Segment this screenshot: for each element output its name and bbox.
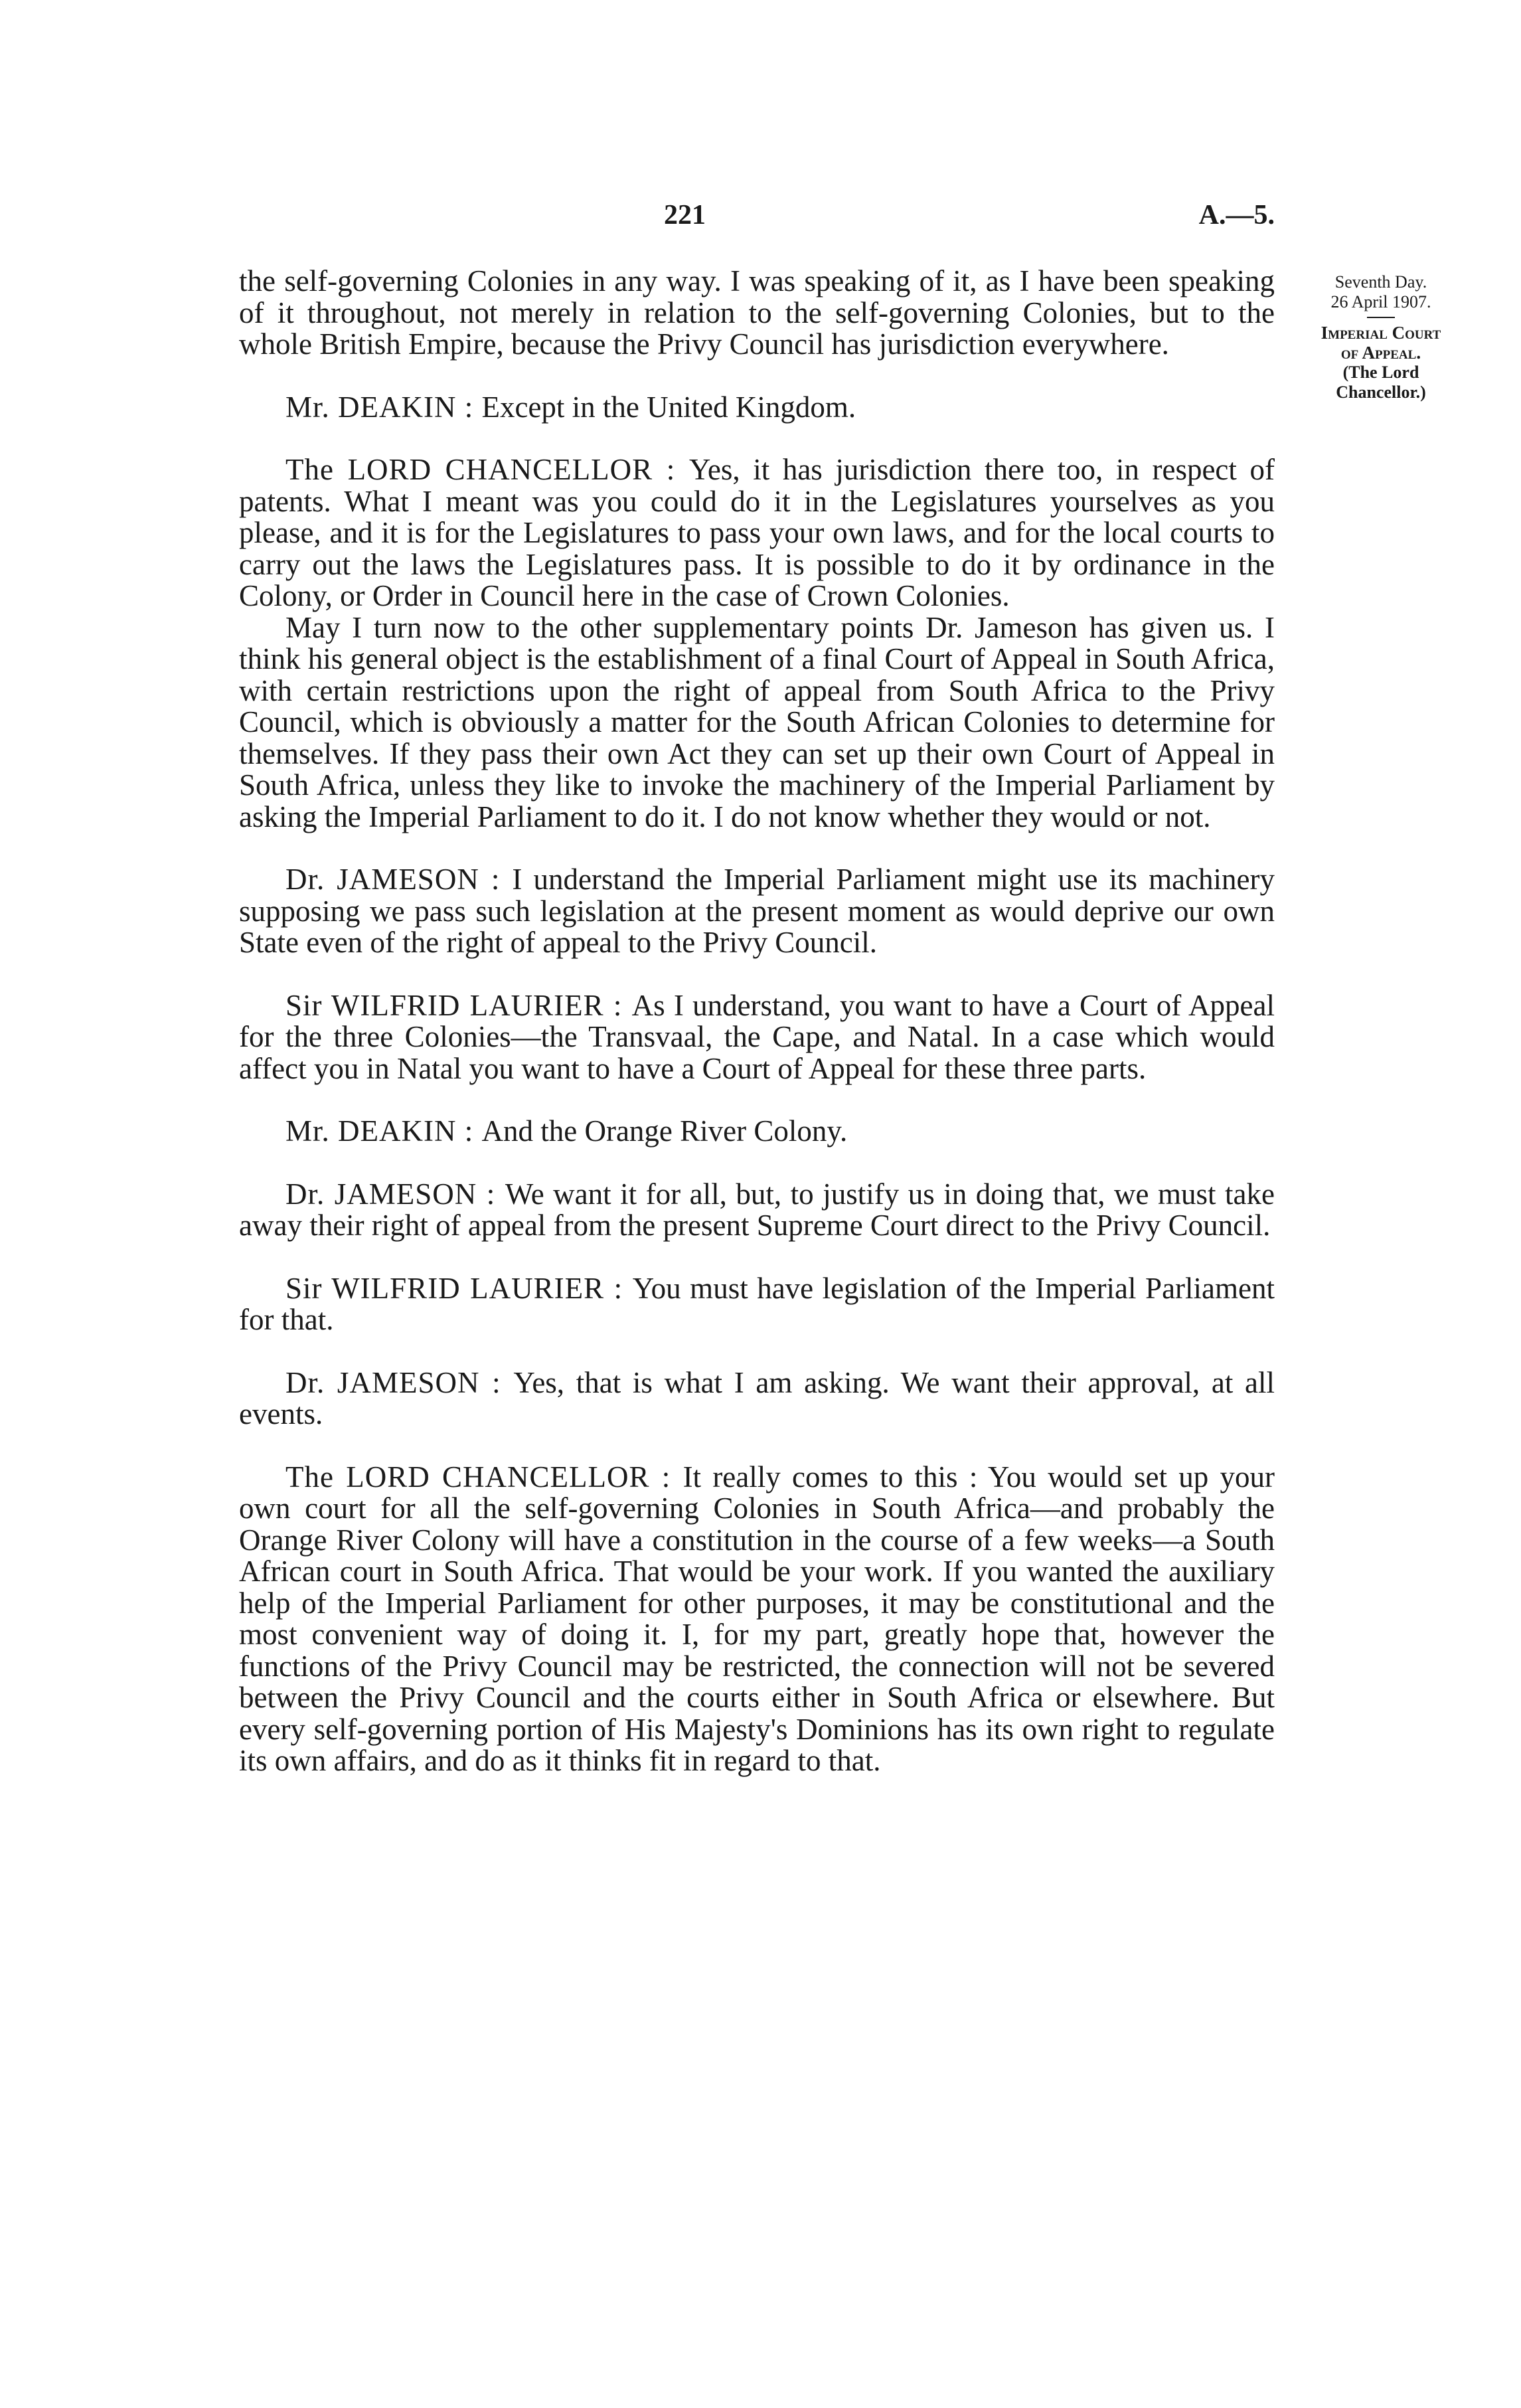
margin-note-speaker-line1: (The Lord xyxy=(1342,363,1419,382)
paragraph-text: the self-governing Colonies in any way. I was speaking of it, as I have been speaking of it throughout, not merely in relation to the self-governing Colonies, but to the whole British Empire, because the Privy Council has jurisdiction everywhere. xyxy=(239,264,1275,361)
paper-reference: A.—5. xyxy=(1198,200,1275,230)
speaker-name: Mr. DEAKIN : xyxy=(285,1114,482,1148)
speaker-name: Sir WILFRID LAURIER : xyxy=(285,1271,633,1305)
paragraph xyxy=(239,864,1275,959)
paragraph xyxy=(239,990,1275,1085)
paragraph xyxy=(239,1273,1275,1336)
margin-note-day: Seventh Day. xyxy=(1334,272,1427,292)
speaker-name: Mr. DEAKIN : xyxy=(285,390,482,424)
speaker-name: Dr. JAMESON : xyxy=(285,863,513,896)
margin-note-divider xyxy=(1367,317,1395,318)
margin-note-date: 26 April 1907. xyxy=(1330,292,1431,311)
paragraph xyxy=(239,1367,1275,1430)
paragraph-text: It really comes to this : You would set up your own court for all the self-governing Colonies in South Africa—and probably the Orange River Colony will have a constitution in the course of a few weeks—a South African court in South Africa. That would be your work. If you wanted the auxiliary help of the Imperial Parliament for other purposes, it may be constitutional and the most convenient way of doing it. I, for my part, greatly hope that, however the functions of the Privy Council may be restricted, the connection will not be severed between the Privy Council and the courts either in South Africa or elsewhere. But every self-governing portion of His Majesty's Dominions has its own right to regulate its own affairs, and do as it thinks fit in regard to that. xyxy=(239,1460,1275,1777)
speaker-name: The LORD CHANCELLOR : xyxy=(285,1460,683,1494)
margin-note xyxy=(1298,272,1464,402)
paragraph-text: And the Orange River Colony. xyxy=(481,1114,848,1148)
body-text xyxy=(239,266,1275,1777)
margin-note-topic-line1: Imperial Court xyxy=(1321,323,1441,343)
margin-note-speaker-line2: Chancellor.) xyxy=(1336,383,1426,402)
paragraph xyxy=(239,612,1275,833)
paragraph xyxy=(239,1179,1275,1242)
speaker-name: Dr. JAMESON : xyxy=(285,1365,514,1399)
page-number: 221 xyxy=(664,200,706,230)
speaker-name: Sir WILFRID LAURIER : xyxy=(285,988,632,1022)
paragraph-text: May I turn now to the other supplementary points Dr. Jameson has given us. I think his general object is the establishment of a final Court of Appeal in South Africa, with certain restrictions upon the right of appeal from South Africa to the Privy Council, which is obviously a matter for the South African Colonies to determine for themselves. If they pass their own Act they can set up their own Court of Appeal in South Africa, unless they like to invoke the machinery of the Imperial Parliament by asking the Imperial Parliament to do it. I do not know whether they would or not. xyxy=(239,610,1275,833)
paragraph-text: Yes, that is what I am asking. We want their approval, at all events. xyxy=(239,1365,1275,1430)
paragraph xyxy=(239,1116,1275,1148)
paragraph-text: We want it for all, but, to justify us in doing that, we must take away their right of appeal from the present Supreme Court direct to the Privy Council. xyxy=(239,1177,1275,1242)
paragraph-text: Except in the United Kingdom. xyxy=(481,390,856,424)
margin-note-topic-line2: of Appeal. xyxy=(1340,343,1421,363)
speaker-name: The LORD CHANCELLOR : xyxy=(285,453,689,486)
paragraph-text: As I understand, you want to have a Court of Appeal for the three Colonies—the Transvaal, the Cape, and Natal. In a case which would affect you in Natal you want to have a Court of Appeal for these three parts. xyxy=(239,988,1275,1085)
paragraph xyxy=(239,392,1275,424)
paragraph-text: You must have legislation of the Imperial Parliament for that. xyxy=(239,1271,1275,1336)
paragraph xyxy=(239,266,1275,361)
speaker-name: Dr. JAMESON : xyxy=(285,1177,505,1211)
paragraph-text: I understand the Imperial Parliament might use its machinery supposing we pass such legislation at the present moment as would deprive our own State even of the right of appeal to the Privy Council. xyxy=(239,863,1275,959)
paragraph xyxy=(239,454,1275,612)
paragraph xyxy=(239,1462,1275,1777)
page-header xyxy=(239,199,1275,239)
paragraph-text: Yes, it has jurisdiction there too, in respect of patents. What I meant was you could do it in the Legislatures yourselves as you please, and it is for the Legislatures to pass your own laws, and for the local courts to carry out the laws the Legislatures pass. It is possible to do it by ordinance in the Colony, or Order in Council here in the case of Crown Colonies. xyxy=(239,453,1275,612)
